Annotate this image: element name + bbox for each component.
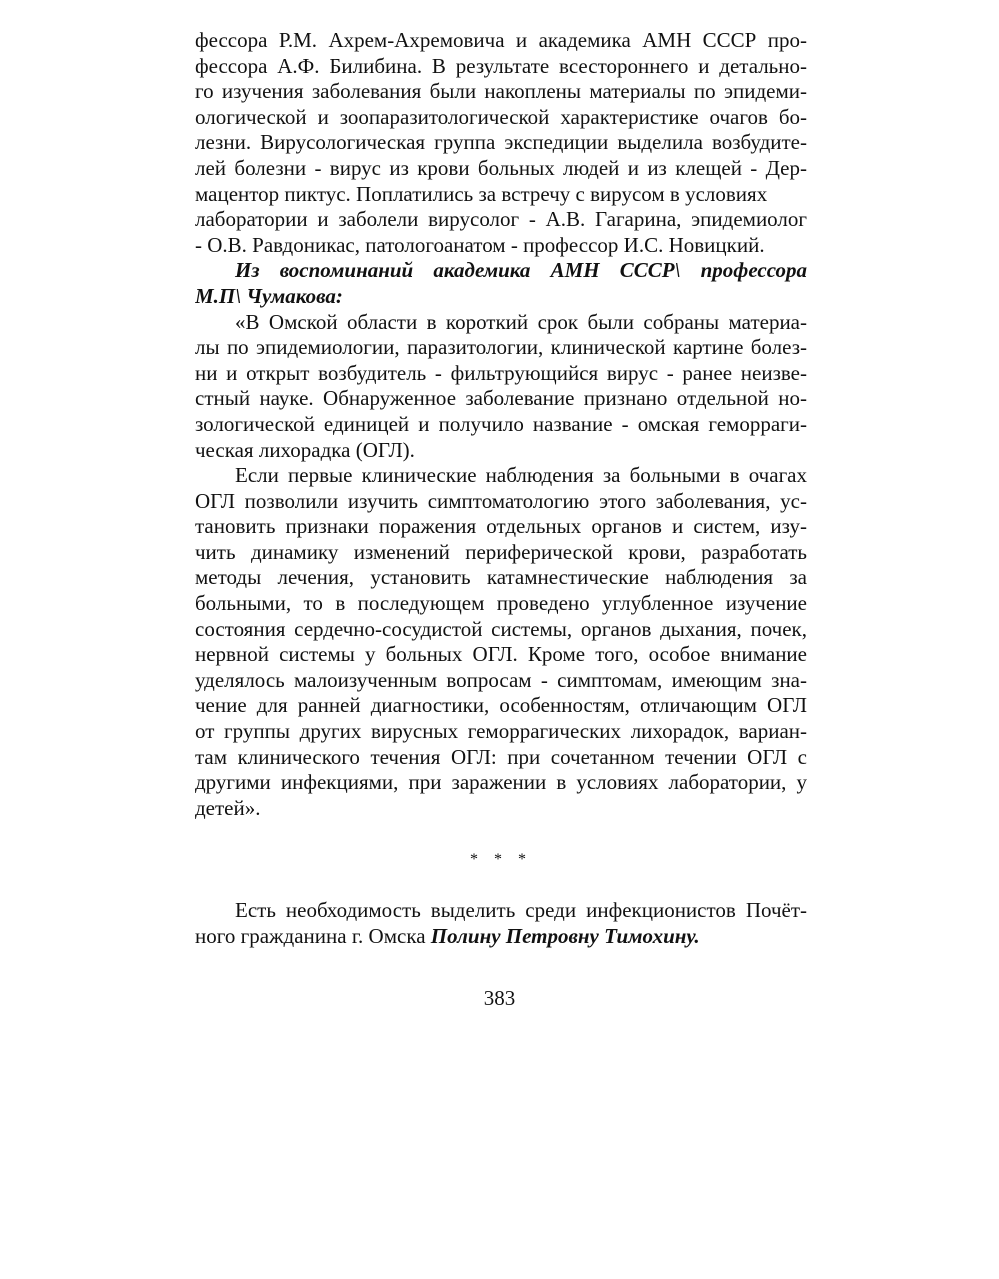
closing-plain-text: ного гражданина г. Омска	[195, 923, 431, 948]
page-number: 383	[483, 986, 516, 1010]
text-line: другими инфекциями, при заражении в условиях лаборатории, у	[195, 770, 807, 795]
paragraph-quote	[195, 310, 807, 464]
text-line: - О.В. Равдоникас, патологоанатом - профессор И.С. Новицкий.	[195, 232, 765, 257]
text-line: чение для ранней диагностики, особенностям, отличающим ОГЛ	[195, 693, 807, 718]
text-line: детей».	[195, 795, 261, 820]
heading-line: М.П\ Чумакова:	[195, 283, 343, 308]
text-line: лезни. Вирусологическая группа экспедиции выделила возбудите-	[195, 130, 807, 155]
paragraph-clinical	[195, 463, 807, 821]
text-line: стный науке. Обнаруженное заболевание признано отдельной но-	[195, 386, 807, 411]
text-line: состояния сердечно-сосудистой системы, органов дыхания, почек,	[195, 616, 807, 641]
text-line: лаборатории и заболели вирусолог - А.В. Гагарина, эпидемиолог	[195, 207, 807, 232]
section-separator: * * *	[470, 851, 532, 868]
text-line: «В Омской области в короткий срок были собраны материа-	[235, 309, 807, 334]
text-line: фессора Р.М. Ахрем-Ахремовича и академика АМН СССР про-	[195, 28, 807, 52]
text-line: там клинического течения ОГЛ: при сочетанном течении ОГЛ с	[195, 744, 807, 769]
person-name-emphasis: Полину Петровну Тимохину.	[430, 923, 700, 948]
text-line: лей болезни - вирус из крови больных людей и из клещей - Дер-	[195, 155, 807, 180]
text-line: ни и открыт возбудитель - фильтрующийся вирус - ранее неизве-	[195, 360, 807, 385]
text-line: ческая лихорадка (ОГЛ).	[195, 437, 415, 462]
text-line: от группы других вирусных геморрагических лихорадок, вариан-	[195, 719, 807, 744]
text-line: лы по эпидемиологии, паразитологии, клинической картине болез-	[195, 335, 807, 360]
text-line	[195, 924, 807, 950]
paragraph-closing	[195, 898, 807, 949]
text-line: чить динамику изменений периферической крови, разработать	[195, 539, 807, 564]
text-line: тановить признаки поражения отдельных органов и систем, изу-	[195, 514, 807, 539]
spacer	[195, 821, 807, 847]
text-line: ОГЛ позволили изучить симптоматологию этого заболевания, ус-	[195, 488, 807, 513]
text-line: зологической единицей и получило название - омская геморраги-	[195, 411, 807, 436]
spacer	[195, 873, 807, 899]
text-line: ологической и зоопаразитологической характеристике очагов бо-	[195, 104, 807, 129]
section-heading	[195, 258, 807, 309]
text-line: го изучения заболевания были накоплены материалы по эпидеми-	[195, 79, 807, 104]
text-line: Есть необходимость выделить среди инфекционистов Почёт-	[235, 898, 807, 923]
text-line: больными, то в последующем проведено углубленное изучение	[195, 591, 807, 616]
text-line: мацентор пиктус. Поплатились за встречу с вирусом в условиях	[195, 181, 768, 206]
text-line: методы лечения, установить катамнестические наблюдения за	[195, 565, 807, 590]
text-line: фессора А.Ф. Билибина. В результате всестороннего и детально-	[195, 53, 807, 78]
text-line: нервной системы у больных ОГЛ. Кроме того, особое внимание	[195, 642, 807, 667]
text-line: Если первые клинические наблюдения за больными в очагах	[235, 463, 807, 488]
page-text-block	[195, 28, 807, 949]
text-line: уделялось малоизученным вопросам - симптомам, имеющим зна-	[195, 667, 807, 692]
heading-line: Из воспоминаний академика АМН СССР\ профессора	[235, 258, 807, 283]
paragraph-intro	[195, 28, 807, 258]
